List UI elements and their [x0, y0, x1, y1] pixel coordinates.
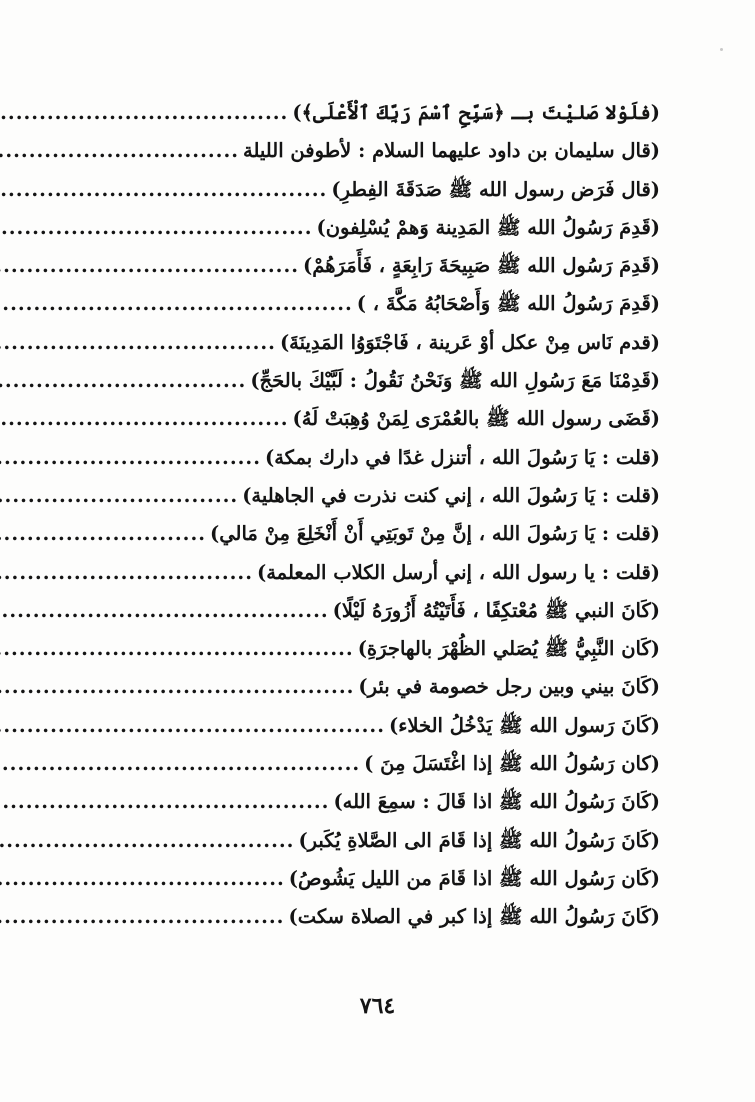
entry-text: (كَانَ بيني وبين رجل خصومة في بئر) [358, 675, 660, 699]
dot-leader [0, 745, 364, 783]
dot-leader [0, 439, 265, 477]
dot-leader [0, 285, 357, 323]
index-entry [60, 668, 660, 706]
index-entry [60, 362, 660, 400]
dot-leader [0, 247, 303, 285]
entry-text: (كَان رَسُول الله ﷺ اذا قَامَ من الليل يَشُوصُ) [288, 866, 660, 890]
page-number: ٧٦٤ [359, 993, 396, 1019]
dot-leader [0, 592, 333, 630]
index-entry [60, 707, 660, 745]
dot-leader [0, 94, 292, 132]
index-entry [60, 247, 660, 285]
index-entry [60, 783, 660, 821]
dot-leader [0, 171, 331, 209]
entry-text: (كَانَ النبي ﷺ مُعْتكِفًا ، فَأَتَيْتُهُ أَزُورَهُ لَيْلًا) [332, 598, 660, 622]
dot-leader [0, 554, 257, 592]
entry-text: (قال سليمان بن داود عليهما السلام : لأطوفن الليلة [243, 139, 660, 163]
entry-text: (كَانَ رَسُولُ الله ﷺ إذا قَامَ الى الصَّلاةِ يُكَبر) [298, 828, 660, 852]
dot-leader [0, 668, 358, 706]
index-entry [60, 400, 660, 438]
dot-leader [0, 362, 250, 400]
hadith-index-list [60, 94, 660, 937]
entry-text: (قدم نَاس مِنْ عكل أوْ عَرينة ، فَاجْتَوَوُا المَدِينَةَ) [279, 330, 660, 354]
index-entry [60, 285, 660, 323]
entry-text: (كَان النَّبِيُّ ﷺ يُصَلي الظُهْرَ بالهاجرَةِ) [357, 637, 660, 661]
index-entry [60, 860, 660, 898]
entry-text: (قَدِمْنَا مَعَ رَسُولِ الله ﷺ وَنَحْنُ نَقُولُ : لَبَّيْكَ بالحَجِّ) [250, 369, 660, 393]
entry-text: (قلت : يَا رَسُولَ الله ، أتنزل غدًا في دارك بمكة) [265, 445, 660, 469]
dot-leader [0, 132, 243, 170]
dot-leader [0, 707, 389, 745]
dot-leader [0, 515, 210, 553]
entry-text: (كان رَسُولُ الله ﷺ إذا اغْتَسَلَ مِنَ ) [364, 752, 660, 776]
index-entry [60, 554, 660, 592]
entry-text: (فلَوْلا صَليْتَ بـ ﴿سَبِّحِ ٱسْمَ رَبِّكَ ٱلْأَعْلَى﴾) [292, 101, 660, 124]
entry-text: (قال فَرَض رسول الله ﷺ صَدَقَةَ الفِطرِ) [331, 177, 660, 201]
entry-text: (قلت : يَا رَسُولَ الله ، إنَّ مِنْ تَوبَتِي أَنْ أَنْخَلِعَ مِنْ مَالي) [210, 522, 660, 546]
index-entry [60, 94, 660, 132]
index-entry [60, 324, 660, 362]
dot-leader [0, 860, 289, 898]
entry-text: (قلت : يا رسول الله ، إني أرسل الكلاب المعلمة) [257, 560, 660, 584]
index-entry [60, 515, 660, 553]
index-entry [60, 898, 660, 936]
index-entry [60, 209, 660, 247]
dot-leader [0, 477, 242, 515]
entry-text: (قَدِمَ رَسُولُ الله ﷺ المَدِينة وَهمْ يُسْلِفون) [316, 215, 660, 239]
index-entry [60, 477, 660, 515]
entry-text: (قَدِمَ رَسُولُ الله ﷺ وَأَصْحَابُهُ مَكَّةَ ، ) [356, 292, 660, 316]
index-entry [60, 171, 660, 209]
entry-text: (قلت : يَا رَسُولَ الله ، إني كنت نذرت في الجاهلية) [242, 483, 660, 507]
dot-leader [0, 324, 280, 362]
dot-leader [0, 822, 298, 860]
dot-leader [0, 400, 293, 438]
dot-leader [0, 783, 333, 821]
entry-text: (قَدِمَ رَسُول الله ﷺ صَبِيحَةَ رَابِعَةٍ ، فَأَمَرَهُمْ) [303, 254, 660, 278]
index-entry [60, 745, 660, 783]
entry-text: (كَانَ رَسول الله ﷺ يَدْخُلُ الخلاء) [388, 713, 660, 737]
index-entry [60, 592, 660, 630]
index-entry [60, 439, 660, 477]
entry-text: (قَضَى رسول الله ﷺ بالعُمْرَى لِمَنْ وُهِبَتْ لَهُ) [292, 407, 660, 431]
scan-speck [720, 48, 723, 51]
index-entry [60, 132, 660, 170]
index-entry [60, 630, 660, 668]
index-entry [60, 822, 660, 860]
entry-text: (كَانَ رَسُولُ الله ﷺ إذا كبر في الصلاة سكت) [288, 905, 660, 929]
dot-leader [0, 209, 317, 247]
dot-leader [0, 630, 358, 668]
dot-leader [0, 898, 288, 936]
entry-text: (كَانَ رَسُولُ الله ﷺ اذا قَالَ : سمِعَ الله) [333, 790, 660, 814]
